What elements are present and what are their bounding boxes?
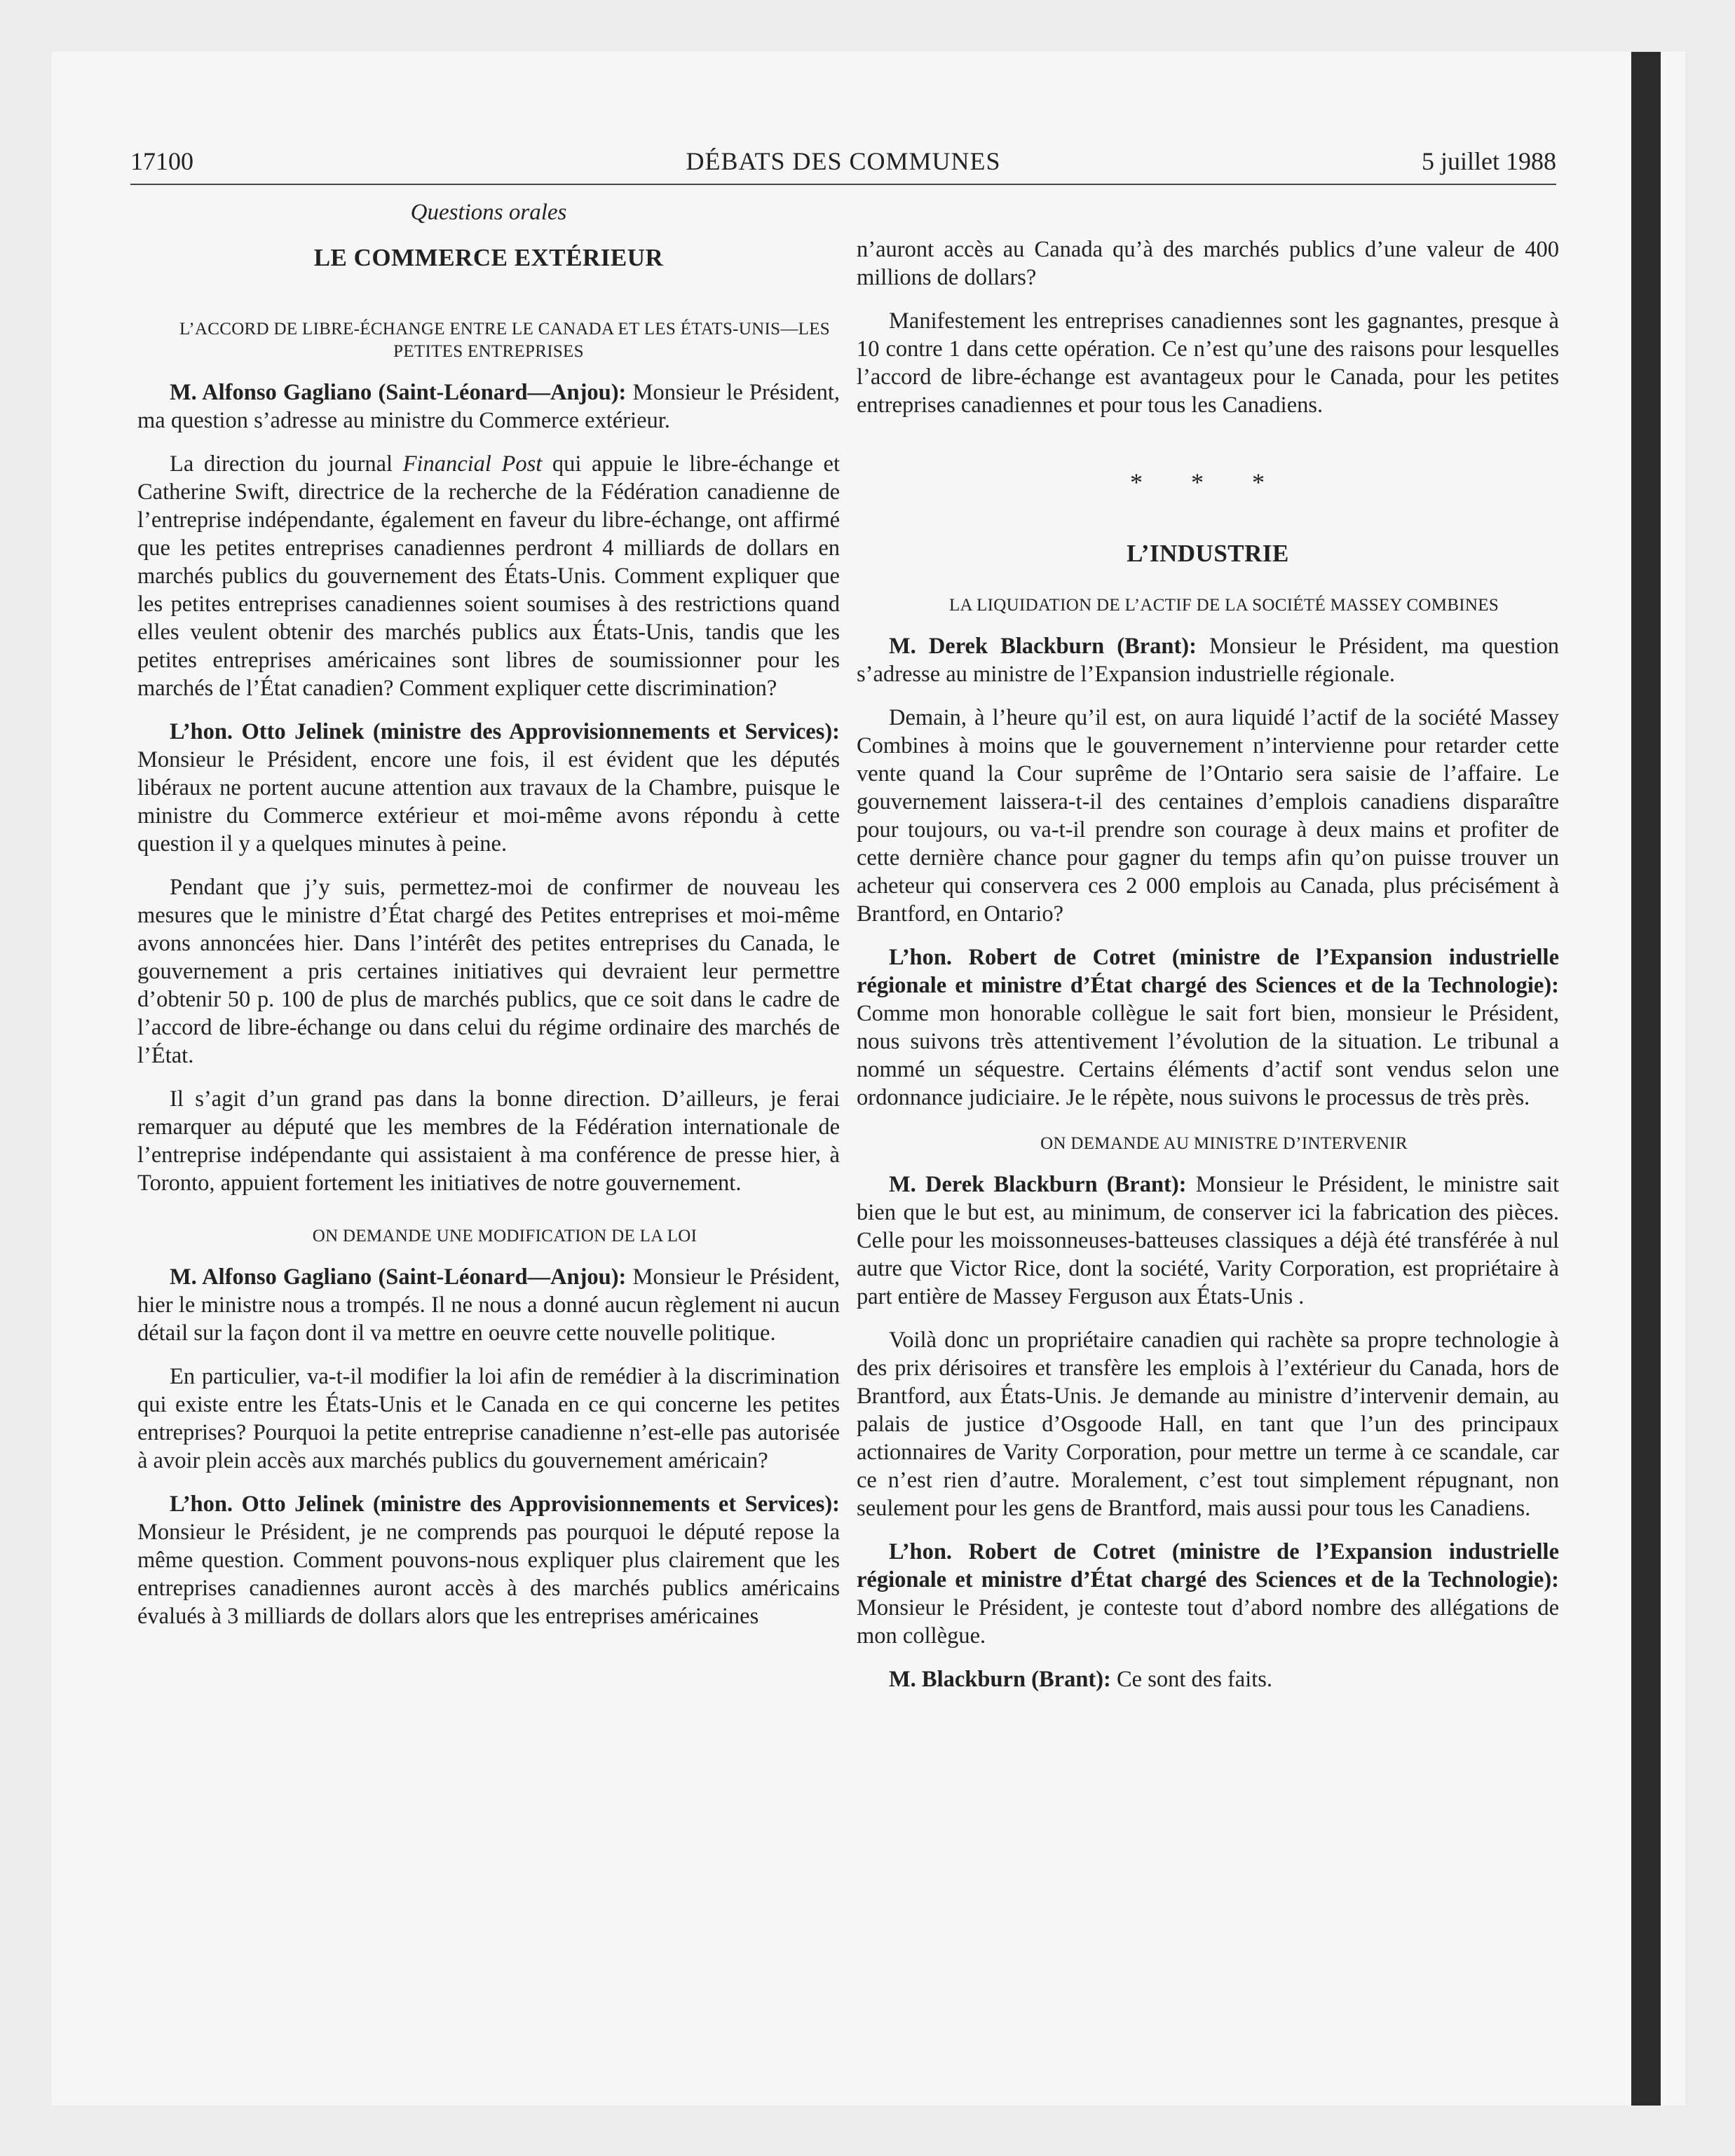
speech-text: Monsieur le Président, ma question s’adresse au ministre du Commerce extérieur. <box>137 380 840 433</box>
speech-text: Monsieur le Président, je conteste tout d’abord nombre des allégations de mon collègue. <box>857 1595 1559 1649</box>
paragraph <box>137 1263 840 1347</box>
paragraph <box>857 632 1559 688</box>
speaker-name: L’hon. Otto Jelinek (ministre des Approvisionnements et Services): <box>170 1492 840 1517</box>
speech-text: Monsieur le Président, ma question s’adresse au ministre de l’Expansion industrielle régionale. <box>857 634 1559 687</box>
paragraph <box>857 1538 1559 1650</box>
paragraph <box>857 943 1559 1112</box>
paragraph: Il s’agit d’un grand pas dans la bonne direction. D’ailleurs, je ferai remarquer au député que les membres de la Fédération internationale de l’entreprise indépendante qui assistaient à ma conférence de presse hier, à Toronto, appuient fortement les initiatives de notre gouvernement. <box>137 1086 840 1196</box>
paragraph <box>857 1665 1559 1693</box>
speech-text: Monsieur le Président, le ministre sait bien que le but est, au minimum, de conserver ici la fabrication des pièces. Celle pour les moissonneuses-batteuses classiques a déjà été transférée à nul autre que Victor Rice, dont la société, Varity Corporation, est propriétaire à part entière de Massey Ferguson aux États-Unis . <box>857 1172 1559 1309</box>
speaker-name: L’hon. Robert de Cotret (ministre de l’Expansion industrielle régionale et ministre d’État chargé des Sciences et de la Technologie): <box>857 945 1559 998</box>
section-title: LE COMMERCE EXTÉRIEUR <box>313 244 664 271</box>
header-rule <box>130 184 1556 185</box>
topic-heading: ON DEMANDE AU MINISTRE D’INTERVENIR <box>1040 1134 1408 1153</box>
speech-text: qui appuie le libre-échange et Catherine Swift, directrice de la recherche de la Fédération canadienne de l’entreprise indépendante, également en faveur du libre-échange, ont affirmé que les petites entreprises canadiennes perdront 4 milliards de dollars en marchés publics du gouvernement des États-Unis. Comment expliquer que les petites entreprises canadiennes soient soumises à des restrictions quand elles veulent obtenir des marchés publics aux États-Unis, tandis que les petites entreprises américaines sont libres de soumissionner pour les marchés de l’État canadien? Comment expliquer cette discrimination? <box>137 451 840 701</box>
paragraph <box>857 1171 1559 1311</box>
speech-text: Monsieur le Président, je ne comprends pas pourquoi le député repose la même question. Comment pouvons-nous expliquer plus clairement que les entreprises canadiennes auront accès à des marchés publics américains évalués à 3 milliards de dollars alors que les entreprises américaines <box>137 1520 840 1629</box>
topic-heading: L’ACCORD DE LIBRE-ÉCHANGE ENTRE LE CANADA ET LES ÉTATS-UNIS—LES PETITES ENTREPRISES <box>179 320 830 361</box>
speaker-name: M. Alfonso Gagliano (Saint-Léonard—Anjou): <box>170 1264 627 1290</box>
speaker-name: L’hon. Otto Jelinek (ministre des Approvisionnements et Services): <box>170 719 840 744</box>
speaker-name: M. Derek Blackburn (Brant): <box>889 1172 1187 1197</box>
paragraph <box>137 450 840 702</box>
paragraph: n’auront accès au Canada qu’à des marchés publics d’une valeur de 400 millions de dollars? <box>857 237 1559 290</box>
speaker-name: M. Alfonso Gagliano (Saint-Léonard—Anjou): <box>170 380 627 405</box>
speaker-name: M. Blackburn (Brant): <box>889 1667 1111 1692</box>
paragraph <box>137 718 840 858</box>
paragraph: Pendant que j’y suis, permettez-moi de confirmer de nouveau les mesures que le ministre d’État chargé des Petites entreprises et moi-même avons annoncées hier. Dans l’intérêt des petites entreprises du Canada, le gouvernement a pris certaines initiatives qui devraient leur permettre d’obtenir 50 p. 100 de plus de marchés publics, que ce soit dans le cadre de l’accord de libre-échange ou dans celui du régime ordinaire des marchés de l’État. <box>137 875 840 1068</box>
publication-name: Financial Post <box>402 451 543 477</box>
speech-text: Monsieur le Président, hier le ministre nous a trompés. Il ne nous a donné aucun règlement ni aucun détail sur la façon dont il va mettre en oeuvre cette nouvelle politique. <box>137 1264 840 1346</box>
paragraph: Manifestement les entreprises canadiennes sont les gagnantes, presque à 10 contre 1 dans cette opération. Ce n’est qu’une des raisons pour lesquelles l’accord de libre-échange est avantageux pour le Canada, pour les petites entreprises canadiennes et pour tous les Canadiens. <box>857 308 1559 418</box>
page-date: 5 juillet 1988 <box>1422 147 1556 175</box>
topic-heading: ON DEMANDE UNE MODIFICATION DE LA LOI <box>312 1227 698 1246</box>
section-separator: * * * <box>1130 468 1286 496</box>
paragraph: Voilà donc un propriétaire canadien qui rachète sa propre technologie à des prix dérisoires et transfère les emplois à l’extérieur du Canada, hors de Brantford, aux États-Unis. Je demande au ministre d’intervenir demain, au palais de justice d’Osgoode Hall, en tant que l’un des principaux actionnaires de Varity Corporation, pour mettre un terme à ce scandale, car ce n’est rien d’autre. Moralement, c’est tout simplement répugnant, non seulement pour les gens de Brantford, mais aussi pour tous les Canadiens. <box>857 1328 1559 1521</box>
speech-text: La direction du journal <box>170 451 403 477</box>
page-number: 17100 <box>130 147 193 175</box>
section-title: L’INDUSTRIE <box>1127 540 1289 567</box>
page-header <box>130 142 1556 181</box>
paragraph: En particulier, va-t-il modifier la loi afin de remédier à la discrimination qui existe entre les États-Unis et le Canada en ce qui concerne les petites entreprises? Pourquoi la petite entreprise canadienne n’est-elle pas autorisée à avoir plein accès aux marchés publics du gouvernement américain? <box>137 1364 840 1473</box>
speaker-name: M. Derek Blackburn (Brant): <box>889 634 1197 659</box>
paragraph <box>137 378 840 435</box>
topic-heading: LA LIQUIDATION DE L’ACTIF DE LA SOCIÉTÉ MASSEY COMBINES <box>948 596 1499 615</box>
left-column <box>137 198 840 1646</box>
speech-text: Ce sont des faits. <box>1110 1667 1273 1692</box>
paragraph <box>137 1490 840 1630</box>
publication-title: DÉBATS DES COMMUNES <box>686 147 1001 175</box>
paragraph: Demain, à l’heure qu’il est, on aura liquidé l’actif de la société Massey Combines à moins que le gouvernement n’intervienne pour retarder cette vente quand la Cour suprême de l’Ontario sera saisie de l’affaire. Le gouvernement laissera-t-il des centaines d’emplois canadiens disparaître pour toujours, ou va-t-il prendre son courage à deux mains et profiter de cette dernière chance pour gagner du temps afin qu’on puisse trouver un acheteur qui conservera ces 2 000 emplois au Canada, plus précisément à Brantford, en Ontario? <box>857 705 1559 927</box>
speech-text: Monsieur le Président, encore une fois, il est évident que les députés libéraux ne portent aucune attention aux travaux de la Chambre, puisque le ministre du Commerce extérieur et moi-même avons répondu à cette question il y a quelques minutes à peine. <box>137 747 840 857</box>
scan-edge-bar <box>1631 52 1661 2106</box>
speaker-name: L’hon. Robert de Cotret (ministre de l’Expansion industrielle régionale et ministre d’État chargé des Sciences et de la Technologie): <box>857 1539 1559 1592</box>
right-column <box>857 236 1559 1709</box>
speech-text: Comme mon honorable collègue le sait fort bien, monsieur le Président, nous suivons très attentivement l’évolution de la situation. Le tribunal a nommé un séquestre. Certains éléments d’actif sont vendus selon une ordonnance judiciaire. Je le répète, nous suivons le processus de très près. <box>857 1001 1559 1110</box>
section-subtitle: Questions orales <box>410 200 567 225</box>
